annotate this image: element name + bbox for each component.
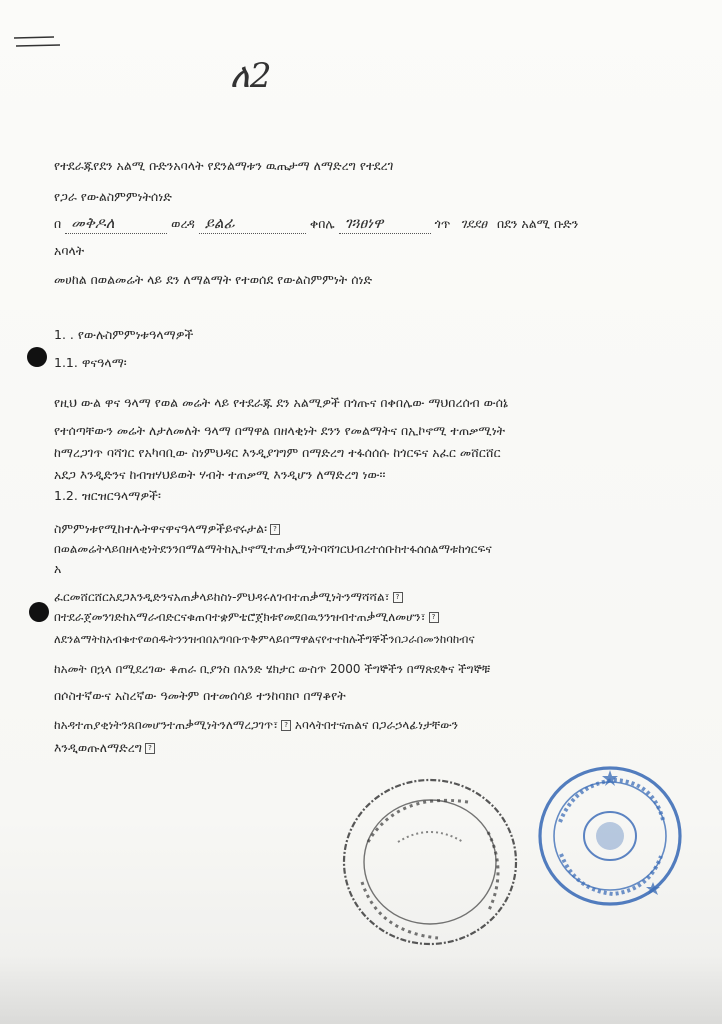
section-1-2-line-4	[54, 590, 403, 605]
section-1-1-heading: 1.1. ዋናዓላማ፡	[54, 355, 127, 370]
kebele-label: ቀበሌ	[309, 216, 335, 231]
section-1-2-line-9-text-a: ከአዳተጠያቂነትንጸበመሆንተጠቃሚነትንለማረጋገጥ፣	[54, 718, 279, 732]
section-1-2-line-2: በወልመሬትላይበዘላቂነትደንንበማልማትከኢኮኖሚተጠቃሚነትባሻገርህብረተሰቡከተፋሰሰልማቱከጎርፍና	[54, 542, 492, 556]
section-1-2-line-1-text: ስምምነቱየሚከተሉትዋናዋናዓላማዎችይኖሩታል፡	[54, 521, 268, 536]
document-subtitle: የጋራ የውልስምምነትሰነድ	[54, 189, 172, 204]
woreda-value: መቅዶለ	[65, 214, 167, 234]
fill-prefix: በ	[54, 216, 62, 231]
handwritten-page-number: ለ2	[230, 56, 272, 96]
members-label: አባላት	[54, 243, 85, 258]
extra-handwritten-value: ገደደፀ	[460, 217, 487, 232]
section-1-2-line-7: ከአመት በኋላ በሚደረገው ቆጠራ ቢያንስ በአንድ ሄክታር ውስጥ 2000 ችግኞችን በማጽደቅና ችግኞቹ	[54, 662, 491, 676]
unknown-glyph-icon: ?	[429, 612, 439, 623]
unknown-glyph-icon: ?	[393, 592, 403, 603]
punch-hole	[27, 347, 47, 367]
section-1-2-line-3: አ	[54, 561, 62, 576]
section-1-2-line-4-text: ፈርመሸርሸርአደጋእንዲድንናአጠቃላይከስነ-ምህዳሩለገብተጠቃሚነትንማሻሻል፣	[54, 590, 390, 604]
punch-hole	[29, 602, 49, 622]
document-title: የተደራጁየደን አልሚ ቡድንአባላት የደንልማቱን ዉጤታማ ለማድረግ የተደረገ	[54, 158, 394, 173]
section-1-2-line-5-text: በተደራጀመንገድከአማራብድርናቁጠባተቋምቴሮጀክቱየመደበዉንንዝብተጠቃሚለመሆን፣	[54, 610, 426, 624]
woreda-label: ወረዳ	[171, 216, 195, 231]
unknown-glyph-icon: ?	[281, 720, 291, 731]
unknown-glyph-icon: ?	[270, 524, 280, 535]
section-1-1-paragraph-2-line-1: የተሰጣቸውን መሬት ለታለመለት ዓላማ በማዋል በዘላቂነት ደንን የመልማትና በኢኮኖሚ ተጠቃሚነት	[54, 423, 506, 438]
agreement-line: መሀከል በወልመሬት ላይ ደን ለማልማት የተወሰደ የውልስምምነት ሰነድ	[54, 272, 373, 287]
got-label: ጎጥ	[434, 216, 451, 231]
stamp-seal-blue-icon	[535, 762, 685, 910]
location-fill-line	[54, 214, 578, 234]
section-1-2-line-1	[54, 521, 280, 537]
corner-mark-lines	[14, 34, 64, 54]
section-1-2-line-6: ለደንልማትከአብቁተየወሰዱትንንዝብበአግባቡጥቅምላይበማዋልናየተተከሉችግኞችንበጋራበመንከባከብና	[54, 632, 475, 646]
section-1-2-line-10-text: እንዲወጡለማድረግ	[54, 740, 143, 755]
section-1-heading: 1. . የውሉስምምነቱዓላማዎች	[54, 327, 194, 342]
unknown-glyph-icon: ?	[145, 743, 155, 754]
section-1-1-paragraph-1: የዚህ ውል ዋና ዓላማ የወል መሬት ላይ የተደራጁ ደን አልሚዎች በጎጡና በቀበሌው ማህበረሰብ ውሰኔ	[54, 395, 508, 410]
section-1-2-heading: 1.2. ዝርዝርዓላማዎች፡	[54, 488, 161, 503]
fill-suffix: በደን አልሚ ቡድን	[496, 216, 579, 231]
section-1-2-line-9-text-b: አባላትበተናጠልና በጋራኃላፊነታቸውን	[294, 718, 459, 732]
section-1-1-paragraph-2-line-2: ከማረጋገጥ ባሻገር የአካባቢው ስነምህዳር እንዲያገግም በማድረግ ተፋሰሰሱ ከጎርፍና አፈር መሸርሸር	[54, 445, 501, 460]
section-1-2-line-9	[54, 718, 458, 733]
kebele-value: ይልፊ	[199, 214, 306, 234]
section-1-1-paragraph-2-line-3: አደጋ እንዲድንና ከብዝሃህይወት ሃብት ተጠቃሚ እንዲሆን ለማድረግ ነው፡፡	[54, 467, 386, 482]
section-1-2-line-8: በሶስተኛውና አስረኛው ዓመትም በተመሰሳይ ተንከባክቦ በማቆየት	[54, 688, 346, 703]
stamp-seal-icon	[338, 772, 523, 952]
got-value: ገጓፀነዋ	[339, 214, 431, 234]
scan-shadow	[0, 954, 722, 1024]
section-1-2-line-5	[54, 610, 439, 625]
section-1-2-line-10	[54, 740, 155, 756]
